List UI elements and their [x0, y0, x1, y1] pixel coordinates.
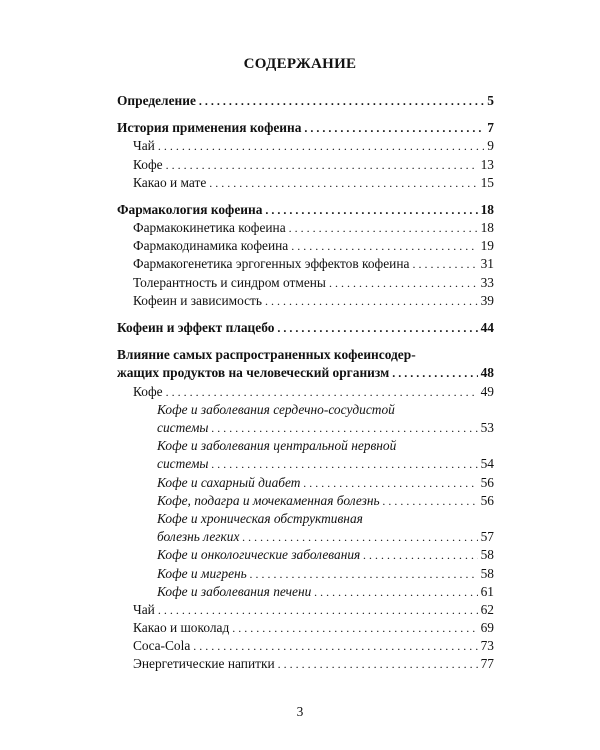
dot-leader: [329, 274, 478, 292]
dot-leader: [158, 137, 484, 155]
dot-leader: [265, 201, 477, 219]
toc-entry-page: 15: [480, 174, 494, 190]
toc-entry-page: 13: [480, 156, 494, 172]
toc-entry-title: Фармакогенетика эргогенных эффектов кофеина: [133, 256, 410, 272]
dot-leader: [199, 92, 484, 110]
section-gap: [117, 192, 494, 201]
toc-entry-page: 49: [480, 383, 494, 399]
toc-entry-title: Coca-Cola: [133, 638, 191, 654]
toc-entry-title-line1: Кофе и заболевания сердечно-сосудистой: [157, 401, 395, 417]
toc-entry-pharmacology[interactable]: [117, 201, 494, 219]
toc-entry-page: 39: [480, 292, 494, 308]
dot-leader: [383, 492, 478, 510]
page-title: СОДЕРЖАНИЕ: [243, 56, 357, 72]
toc-entry-coca-cola[interactable]: [117, 637, 494, 655]
dot-leader: [250, 565, 478, 583]
toc-entry-coffee-liver[interactable]: [117, 583, 494, 601]
toc-entry-dependence[interactable]: [117, 292, 494, 310]
toc-entry-page: 31: [480, 256, 494, 272]
toc-entry-page: 58: [480, 565, 494, 581]
toc-entry-title: Какао и шоколад: [133, 620, 230, 636]
toc-entry-title: Какао и мате: [133, 174, 207, 190]
toc-entry-page: 18: [480, 220, 494, 236]
dot-leader: [392, 364, 477, 382]
toc-entry-energy-drinks[interactable]: [117, 656, 494, 674]
toc-entry-title: Кофе и заболевания печени: [157, 583, 312, 599]
dot-leader: [303, 474, 477, 492]
toc-entry-coffee-cardio[interactable]: [117, 401, 494, 437]
toc-entry-page: 9: [487, 138, 494, 154]
dot-leader: [412, 255, 477, 273]
toc-entry-page: 44: [480, 320, 494, 336]
toc-entry-coffee-cns[interactable]: [117, 437, 494, 473]
dot-leader: [314, 583, 477, 601]
toc-entry-page: 54: [480, 456, 494, 472]
dot-leader: [278, 655, 478, 673]
toc-entry-title: Фармакология кофеина: [117, 201, 263, 217]
dot-leader: [304, 119, 484, 137]
toc-entry-title: Кофеин и зависимость: [133, 292, 263, 308]
toc-entry-page: 62: [480, 601, 494, 617]
dot-leader: [265, 292, 478, 310]
toc-entry-title: Определение: [117, 92, 196, 108]
toc-entry-definition[interactable]: [117, 92, 494, 110]
toc-entry-coffee[interactable]: [117, 156, 494, 174]
dot-leader: [277, 319, 477, 337]
dot-leader: [166, 383, 478, 401]
toc-entry-coffee-diabetes[interactable]: [117, 474, 494, 492]
toc-entry-title: Кофе и мигрень: [157, 565, 247, 581]
dot-leader: [363, 546, 477, 564]
toc-entry-coffee-oncology[interactable]: [117, 546, 494, 564]
section-gap: [117, 310, 494, 319]
toc-entry-pharmacokinetics[interactable]: [117, 219, 494, 237]
toc-entry-title: Кофе: [133, 156, 163, 172]
toc-entry-cocoa-mate[interactable]: [117, 174, 494, 192]
dot-leader: [291, 237, 477, 255]
section-gap: [117, 337, 494, 346]
toc-entry-title: Чай: [133, 601, 155, 617]
toc-entry-page: 33: [480, 274, 494, 290]
toc-entry-title: Кофе и онкологические заболевания: [157, 547, 361, 563]
toc-entry-tea-2[interactable]: [117, 601, 494, 619]
dot-leader: [193, 637, 477, 655]
dot-leader: [211, 419, 477, 437]
dot-leader: [158, 601, 478, 619]
section-gap: [117, 110, 494, 119]
toc-entry-title: Кофеин и эффект плацебо: [117, 320, 275, 336]
toc-entry-placebo[interactable]: [117, 319, 494, 337]
toc-entry-cocoa-chocolate[interactable]: [117, 619, 494, 637]
toc-entry-page: 58: [480, 547, 494, 563]
toc-entry-title: жащих продуктов на человеческий организм: [117, 365, 390, 381]
toc-entry-page: 56: [480, 492, 494, 508]
toc-entry-history[interactable]: [117, 119, 494, 137]
toc-entry-pharmacogenetics[interactable]: [117, 256, 494, 274]
dot-leader: [209, 174, 477, 192]
toc-entry-title: Кофе и сахарный диабет: [157, 474, 301, 490]
toc-entry-page: 18: [480, 201, 494, 217]
toc-entry-coffee-migraine[interactable]: [117, 565, 494, 583]
toc-entry-influence[interactable]: [117, 346, 494, 382]
toc-entry-title: системы: [157, 456, 209, 472]
toc-entry-tea[interactable]: [117, 137, 494, 155]
toc-entry-page: 57: [480, 529, 494, 545]
dot-leader: [211, 455, 477, 473]
toc-entry-page: 7: [487, 120, 494, 136]
dot-leader: [166, 156, 478, 174]
toc-entry-title: Фармакодинамика кофеина: [133, 238, 289, 254]
dot-leader: [289, 219, 478, 237]
toc-entry-title: Чай: [133, 138, 155, 154]
toc-entry-title-line1: Кофе и хроническая обструктивная: [157, 510, 363, 526]
dot-leader: [242, 528, 477, 546]
toc-entry-page: 61: [480, 583, 494, 599]
toc-entry-coffee-gout[interactable]: [117, 492, 494, 510]
toc-entry-coffee-copd[interactable]: [117, 510, 494, 546]
toc-entry-title: Кофе: [133, 383, 163, 399]
toc-entry-page: 56: [480, 474, 494, 490]
toc-entry-page: 48: [480, 365, 494, 381]
table-of-contents: [117, 92, 494, 674]
toc-entry-page: 73: [480, 638, 494, 654]
toc-entry-title: Толерантность и синдром отмены: [133, 274, 326, 290]
toc-entry-page: 5: [487, 92, 494, 108]
toc-entry-title: Фармакокинетика кофеина: [133, 220, 286, 236]
toc-entry-pharmacodynamics[interactable]: [117, 237, 494, 255]
toc-entry-tolerance[interactable]: [117, 274, 494, 292]
toc-entry-title-line1: Кофе и заболевания центральной нервной: [157, 438, 397, 454]
toc-entry-title: болезнь легких: [157, 529, 240, 545]
toc-entry-title: системы: [157, 420, 209, 436]
toc-entry-title: История применения кофеина: [117, 120, 302, 136]
toc-entry-page: 77: [480, 656, 494, 672]
dot-leader: [232, 619, 477, 637]
toc-entry-page: 19: [480, 238, 494, 254]
toc-entry-title: Энергетические напитки: [133, 656, 275, 672]
toc-entry-page: 69: [480, 620, 494, 636]
toc-entry-page: 53: [480, 420, 494, 436]
toc-entry-title: Кофе, подагра и мочекаменная болезнь: [157, 492, 380, 508]
toc-entry-coffee-2[interactable]: [117, 383, 494, 401]
page-number: 3: [296, 704, 304, 719]
toc-entry-title-line1: Влияние самых распространенных кофеинсодер-: [117, 347, 416, 363]
